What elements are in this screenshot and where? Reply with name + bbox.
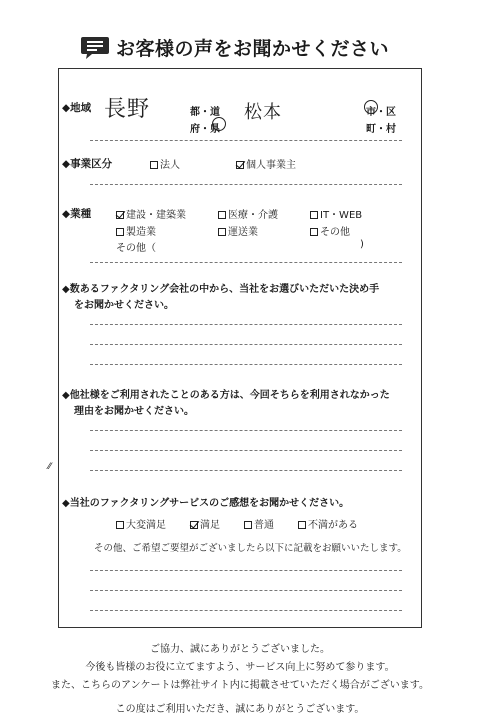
q3-answer-line-2[interactable] bbox=[90, 590, 402, 591]
handwritten-city[interactable]: 松本 bbox=[244, 102, 282, 123]
checkbox-dissatisfied[interactable] bbox=[298, 521, 306, 529]
question-2-line-1: ◆他社様をご利用されたことのある方は、今回そちらを利用されなかった bbox=[62, 390, 390, 401]
checkbox-neutral[interactable] bbox=[244, 521, 252, 529]
city-selection-circle bbox=[364, 100, 378, 114]
option-manufacturing[interactable]: 製造業 bbox=[116, 223, 156, 238]
question-3-line-1: ◆当社のファクタリングサービスのご感想をお聞かせください。 bbox=[62, 498, 350, 509]
checkbox-medical[interactable] bbox=[218, 211, 226, 219]
checkbox-sole-proprietor[interactable] bbox=[236, 161, 244, 169]
option-dissatisfied[interactable]: 不満がある bbox=[298, 516, 358, 531]
pref-suffix-bottom: 府・県 bbox=[190, 124, 220, 135]
q3-answer-line-3[interactable] bbox=[90, 610, 402, 611]
q1-answer-line-2[interactable] bbox=[90, 344, 402, 345]
q1-answer-line-1[interactable] bbox=[90, 324, 402, 325]
q3-answer-line-1[interactable] bbox=[90, 570, 402, 571]
question-1-line-1: ◆数あるファクタリング会社の中から、当社をお選びいただいた決め手 bbox=[62, 284, 380, 295]
footer-improvement: 今後も皆様のお役に立てますよう、サービス向上に努めて参ります。 bbox=[85, 662, 395, 673]
pref-suffix-top: 都・道 bbox=[190, 107, 220, 118]
checkbox-construction[interactable] bbox=[116, 211, 124, 219]
checkbox-satisfied[interactable] bbox=[190, 521, 198, 529]
option-sole-proprietor[interactable]: 個人事業主 bbox=[236, 156, 296, 171]
q2-answer-line-2[interactable] bbox=[90, 450, 402, 451]
region-label: ◆地域 bbox=[62, 102, 92, 114]
option-satisfied[interactable]: 満足 bbox=[190, 516, 220, 531]
q2-answer-line-1[interactable] bbox=[90, 430, 402, 431]
industry-divider bbox=[90, 262, 402, 263]
option-other[interactable]: その他 bbox=[310, 223, 350, 238]
checkbox-transport[interactable] bbox=[218, 228, 226, 236]
speech-bubble-icon bbox=[80, 35, 110, 61]
option-transport[interactable]: 運送業 bbox=[218, 223, 258, 238]
other-specify-close: ) bbox=[360, 239, 364, 250]
checkbox-corporation[interactable] bbox=[150, 161, 158, 169]
handwritten-prefecture[interactable]: 長野 bbox=[104, 97, 151, 122]
option-it-web[interactable]: IT・WEB bbox=[310, 206, 362, 221]
pref-selection-circle bbox=[212, 117, 226, 131]
option-neutral[interactable]: 普通 bbox=[244, 516, 274, 531]
business-divider bbox=[90, 184, 402, 185]
business-type-label: ◆事業区分 bbox=[62, 158, 113, 170]
survey-header bbox=[80, 34, 389, 61]
page-title: お客様の声をお聞かせください bbox=[116, 38, 390, 60]
city-suffix-bottom: 町・村 bbox=[366, 124, 396, 135]
footer-closing: この度はご利用いただき、誠にありがとうございます。 bbox=[115, 704, 365, 715]
stray-pen-mark: ⁄⁄ bbox=[48, 462, 52, 472]
option-very-satisfied[interactable]: 大変満足 bbox=[116, 516, 166, 531]
city-suffix-top: 市・区 bbox=[366, 107, 396, 118]
question-2-line-2: 理由をお聞かせください。 bbox=[74, 406, 194, 417]
footer-publication-notice: また、こちらのアンケートは弊社サイト内に掲載させていただく場合がございます。 bbox=[51, 680, 429, 691]
checkbox-it-web[interactable] bbox=[310, 211, 318, 219]
other-specify-label: その他（ bbox=[116, 243, 156, 254]
option-medical[interactable]: 医療・介護 bbox=[218, 206, 278, 221]
q2-answer-line-3[interactable] bbox=[90, 470, 402, 471]
checkbox-very-satisfied[interactable] bbox=[116, 521, 124, 529]
region-divider bbox=[90, 140, 402, 141]
question-1-line-2: をお聞かせください。 bbox=[74, 300, 174, 311]
footer-thanks: ご協力、誠にありがとうございました。 bbox=[150, 644, 330, 655]
option-construction[interactable]: 建設・建築業 bbox=[116, 206, 186, 221]
checkbox-other[interactable] bbox=[310, 228, 318, 236]
q1-answer-line-3[interactable] bbox=[90, 364, 402, 365]
option-corporation[interactable]: 法人 bbox=[150, 156, 180, 171]
question-3-note: その他、ご希望ご要望がございましたら以下に記載をお願いいたします。 bbox=[94, 543, 407, 554]
industry-label: ◆業種 bbox=[62, 208, 92, 220]
checkbox-manufacturing[interactable] bbox=[116, 228, 124, 236]
